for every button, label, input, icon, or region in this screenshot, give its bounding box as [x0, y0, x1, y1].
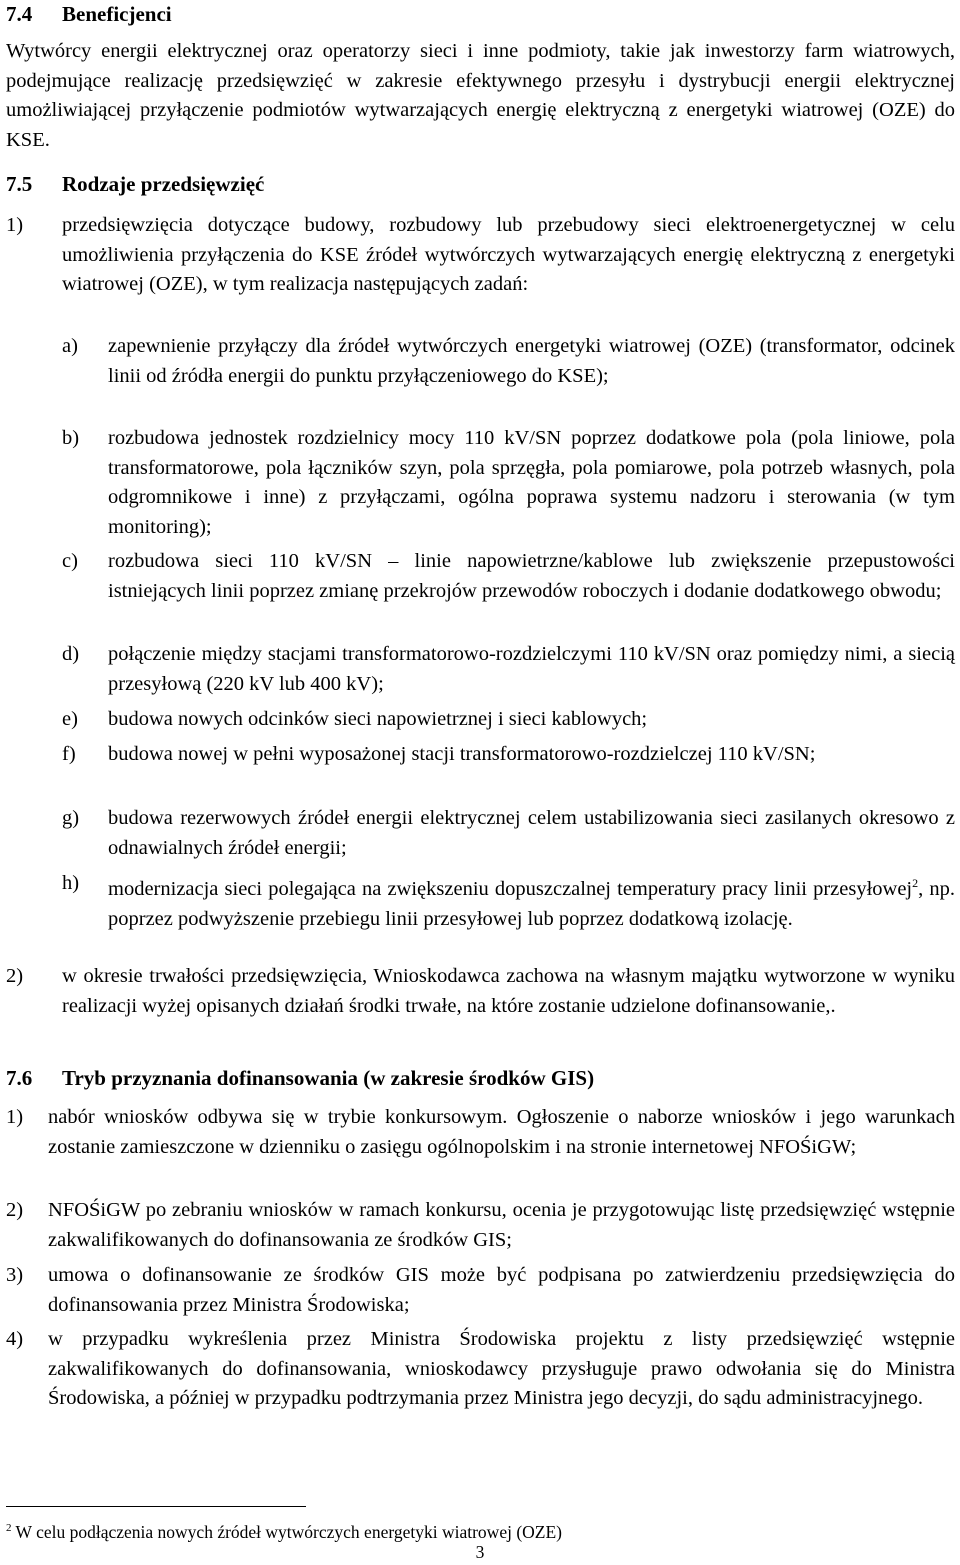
section-title: Beneficjenci: [62, 2, 172, 26]
list-item-text: przedsięwzięcia dotyczące budowy, rozbudowy lub przebudowy sieci elektroenergetycznej w celu umożliwienia przyłączenia do KSE źródeł wytwórczych wytwarzających energię elektryczną z energetyki wiatrowej (OZE), w tym realizacja następujących zadań:: [62, 214, 955, 296]
list-item-text: budowa rezerwowych źródeł energii elektrycznej celem ustabilizowania sieci zasilanych okresowo z odnawialnych źródeł energii;: [108, 807, 955, 859]
list-item-text: połączenie między stacjami transformatorowo-rozdzielczymi 110 kV/SN oraz pomiędzy nimi, a siecią przesyłową (220 kV lub 400 kV);: [108, 643, 955, 695]
footnote-text: W celu podłączenia nowych źródeł wytwórczych energetyki wiatrowej (OZE): [15, 1522, 562, 1542]
footnote-number: 2: [6, 1522, 12, 1534]
list-item-text: zapewnienie przyłączy dla źródeł wytwórczych energetyki wiatrowej (OZE) (transformator, odcinek linii od źródła energii do punktu przyłączeniowego do KSE);: [108, 335, 955, 387]
list-item: [6, 1325, 955, 1414]
list-marker: c): [62, 550, 78, 572]
list-item-text-part: modernizacja sieci polegająca na zwiększeniu dopuszczalnej temperatury pracy linii przesyłowej: [108, 878, 913, 900]
list-marker: b): [62, 427, 80, 449]
section-title: Rodzaje przedsięwzięć: [62, 172, 265, 196]
list-marker: h): [62, 872, 80, 894]
footnote: [6, 1516, 562, 1544]
list-item: [6, 1261, 955, 1320]
list-marker: f): [62, 743, 76, 765]
sub-list-item: [62, 705, 955, 735]
list-marker: 1): [6, 214, 24, 236]
list-marker: 1): [6, 1106, 24, 1128]
list-item: [6, 211, 955, 300]
list-item-text: w okresie trwałości przedsięwzięcia, Wnioskodawca zachowa na własnym majątku wytworzone w wyniku realizacji wyżej opisanych działań środki trwałe, na które zostanie udzielone dofinansowanie,.: [62, 965, 955, 1017]
sub-list-item: [62, 424, 955, 542]
page-number: 3: [475, 1542, 485, 1562]
list-item: [6, 962, 955, 1021]
list-marker: a): [62, 335, 78, 357]
list-item-text: budowa nowej w pełni wyposażonej stacji transformatorowo-rozdzielczej 110 kV/SN;: [108, 743, 816, 765]
list-marker: e): [62, 708, 78, 730]
list-item-text: nabór wniosków odbywa się w trybie konkursowym. Ogłoszenie o naborze wniosków i jego warunkach zostanie zamieszczone w dzienniku o zasięgu ogólnopolskim i na stronie internetowej NFOŚiGW;: [48, 1106, 955, 1158]
list-marker: 4): [6, 1328, 24, 1350]
sub-list-item: [62, 869, 955, 934]
list-marker: 2): [6, 965, 24, 987]
list-marker: d): [62, 643, 80, 665]
list-marker: g): [62, 807, 80, 829]
beneficiaries-paragraph: Wytwórcy energii elektrycznej oraz operatorzy sieci i inne podmioty, takie jak inwestorzy farm wiatrowych, podejmujące realizację przedsięwzięć w zakresie efektywnego przesyłu i dystrybucji energii elektrycznej umożliwiającej przyłączenie podmiotów wytwarzających energię elektryczną z energetyki wiatrowej (OZE) do KSE.: [6, 40, 955, 151]
list-item-text: w przypadku wykreślenia przez Ministra Środowiska projektu z listy przedsięwzięć wstępnie zakwalifikowanych do dofinansowania, wnioskodawcy przysługuje prawo odwołania się do Ministra Środowiska, a później w przypadku podtrzymania przez Ministra jego decyzji, do sądu administracyjnego.: [48, 1328, 955, 1410]
footnote-reference: 2: [912, 876, 919, 890]
section-heading-7-4: [6, 0, 172, 29]
list-item-text: NFOŚiGW po zebraniu wniosków w ramach konkursu, ocenia je przygotowując listę przedsięwzięć wstępnie zakwalifikowanych do dofinansowania ze środków GIS;: [48, 1199, 955, 1251]
list-item-text: rozbudowa sieci 110 kV/SN – linie napowietrzne/kablowe lub zwiększenie przepustowości istniejących linii poprzez zmianę przekrojów przewodów roboczych i dodanie dodatkowego obwodu;: [108, 550, 955, 602]
footnote-separator: [6, 1506, 306, 1507]
list-item-text: umowa o dofinansowanie ze środków GIS może być podpisana po zatwierdzeniu przedsięwzięcia do dofinansowania przez Ministra Środowiska;: [48, 1264, 955, 1316]
section-heading-7-5: [6, 170, 264, 199]
list-item-text: budowa nowych odcinków sieci napowietrznej i sieci kablowych;: [108, 708, 648, 730]
list-item-text-part: , np. poprzez podwyższenie przebiegu linii przesyłowej lub poprzez dodatkową izolację.: [108, 878, 956, 930]
section-heading-7-6: [6, 1064, 594, 1093]
section-number: 7.4: [6, 2, 33, 26]
list-item-text: rozbudowa jednostek rozdzielnicy mocy 110 kV/SN poprzez dodatkowe pola (pola liniowe, pola transformatorowe, pola łączników szyn, pola sprzęgła, pola pomiarowe, pola potrzeb własnych, pola odgromnikowe i inne) z przyłączami, ogólna poprawa systemu nadzoru i sterowania (w tym monitoring);: [108, 427, 955, 538]
sub-list-item: [62, 804, 955, 863]
list-marker: 3): [6, 1264, 24, 1286]
sub-list-item: [62, 740, 955, 770]
list-marker: 2): [6, 1199, 24, 1221]
list-item-text: [108, 869, 955, 934]
sub-list-item: [62, 547, 955, 606]
sub-list-item: [62, 640, 955, 699]
sub-list-item: [62, 332, 955, 391]
list-item: [6, 1103, 955, 1162]
section-title: Tryb przyznania dofinansowania (w zakresie środków GIS): [62, 1066, 595, 1090]
section-number: 7.5: [6, 172, 33, 196]
list-item: [6, 1196, 955, 1255]
section-number: 7.6: [6, 1066, 33, 1090]
